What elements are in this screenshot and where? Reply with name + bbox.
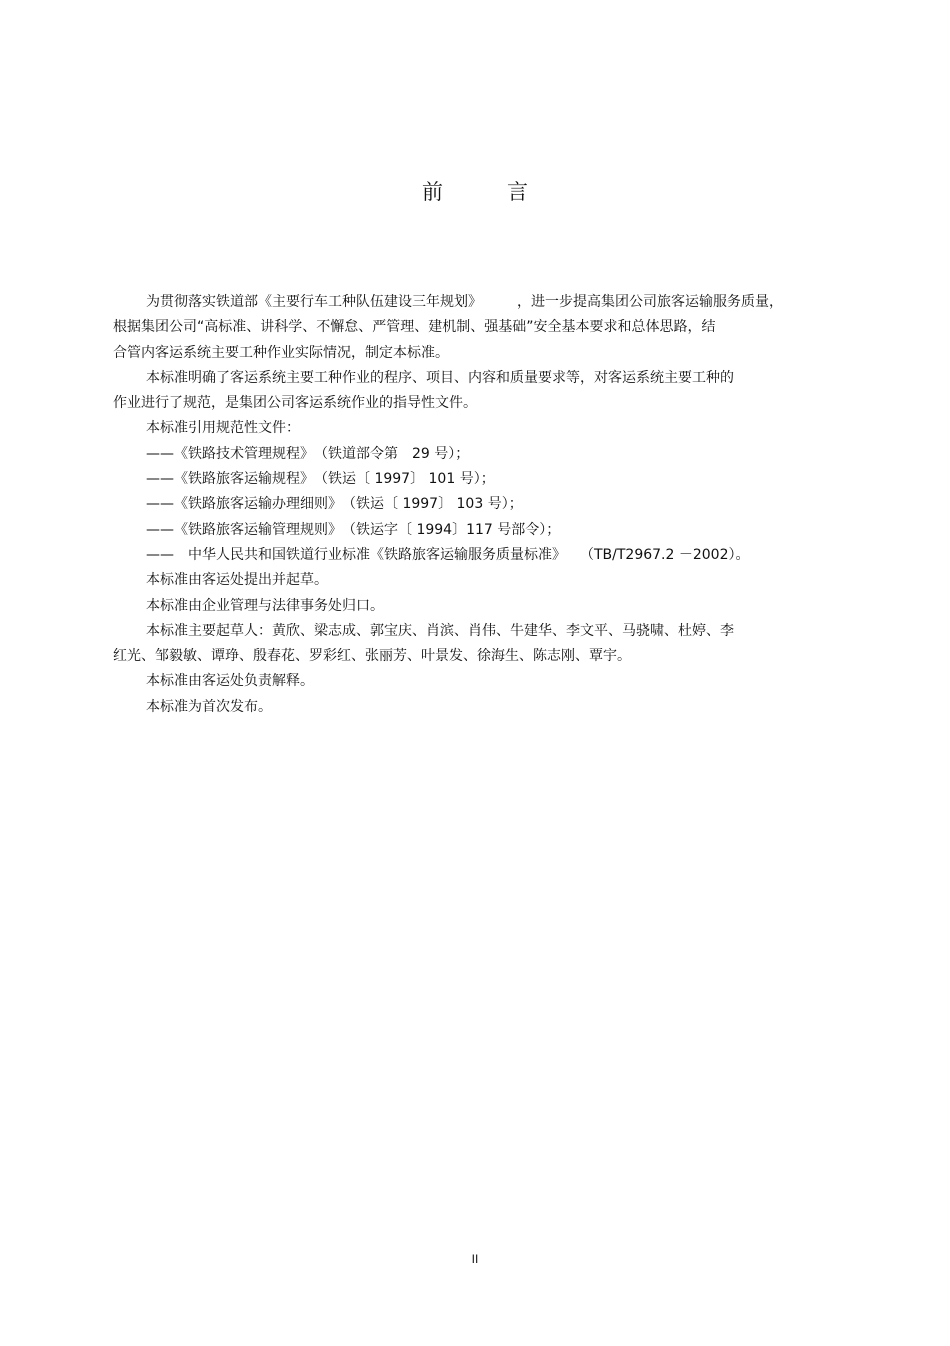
paragraph-line: 本标准为首次发布。 [146,698,272,715]
reference-item: ——《铁路技术管理规程》 （铁道部令第 29 号）； [146,445,470,462]
reference-item: ——《铁路旅客运输管理规则》 （铁运字〔 1994〕117 号部令）； [146,521,561,538]
paragraph-line: 本标准由客运处负责解释。 [146,673,314,690]
page-title [0,176,950,206]
paragraph-line: 本标准明确了客运系统主要工种作业的程序、项目、内容和质量要求等，对客运系统主要工种的 [146,369,734,386]
paragraph-line: 为贯彻落实铁道部《主要行车工种队伍建设三年规划》 ，进一步提高集团公司旅客运输服务质量， [146,294,783,310]
reference-item: ——《铁路旅客运输规程》 （铁运〔 1997〕 101 号）； [146,471,495,488]
paragraph-line: 红光、邹毅敏、谭琤、殷春花、罗彩红、张丽芳、叶景发、徐海生、陈志刚、覃宇。 [113,648,631,665]
paragraph-line: 根据集团公司“高标准、讲科学、不懈怠、严管理、建机制、强基础”安全基本要求和总体思路，结 [113,319,716,336]
paragraph-line: 本标准由企业管理与法律事务处归口。 [146,597,384,614]
paragraph-line: 本标准由客运处提出并起草。 [146,572,328,589]
paragraph-line: 本标准引用规范性文件： [146,420,300,437]
reference-item: —— 中华人民共和国铁道行业标准《铁路旅客运输服务质量标准》 （TB/T2967.2 －2002）。 [146,546,750,563]
paragraph-line: 本标准主要起草人：黄欣、梁志成、郭宝庆、肖滨、肖伟、牛建华、李文平、马骁啸、杜婷、李 [146,622,734,639]
document-body [113,290,833,720]
title-char-1: 前 [422,180,443,204]
paragraph-line: 作业进行了规范，是集团公司客运系统作业的指导性文件。 [113,395,477,412]
reference-item: ——《铁路旅客运输办理细则》 （铁运〔 1997〕 103 号）； [146,496,523,513]
title-char-2: 言 [507,180,528,204]
page-number: II [471,1252,479,1266]
paragraph-line: 合管内客运系统主要工种作业实际情况，制定本标准。 [113,344,449,361]
